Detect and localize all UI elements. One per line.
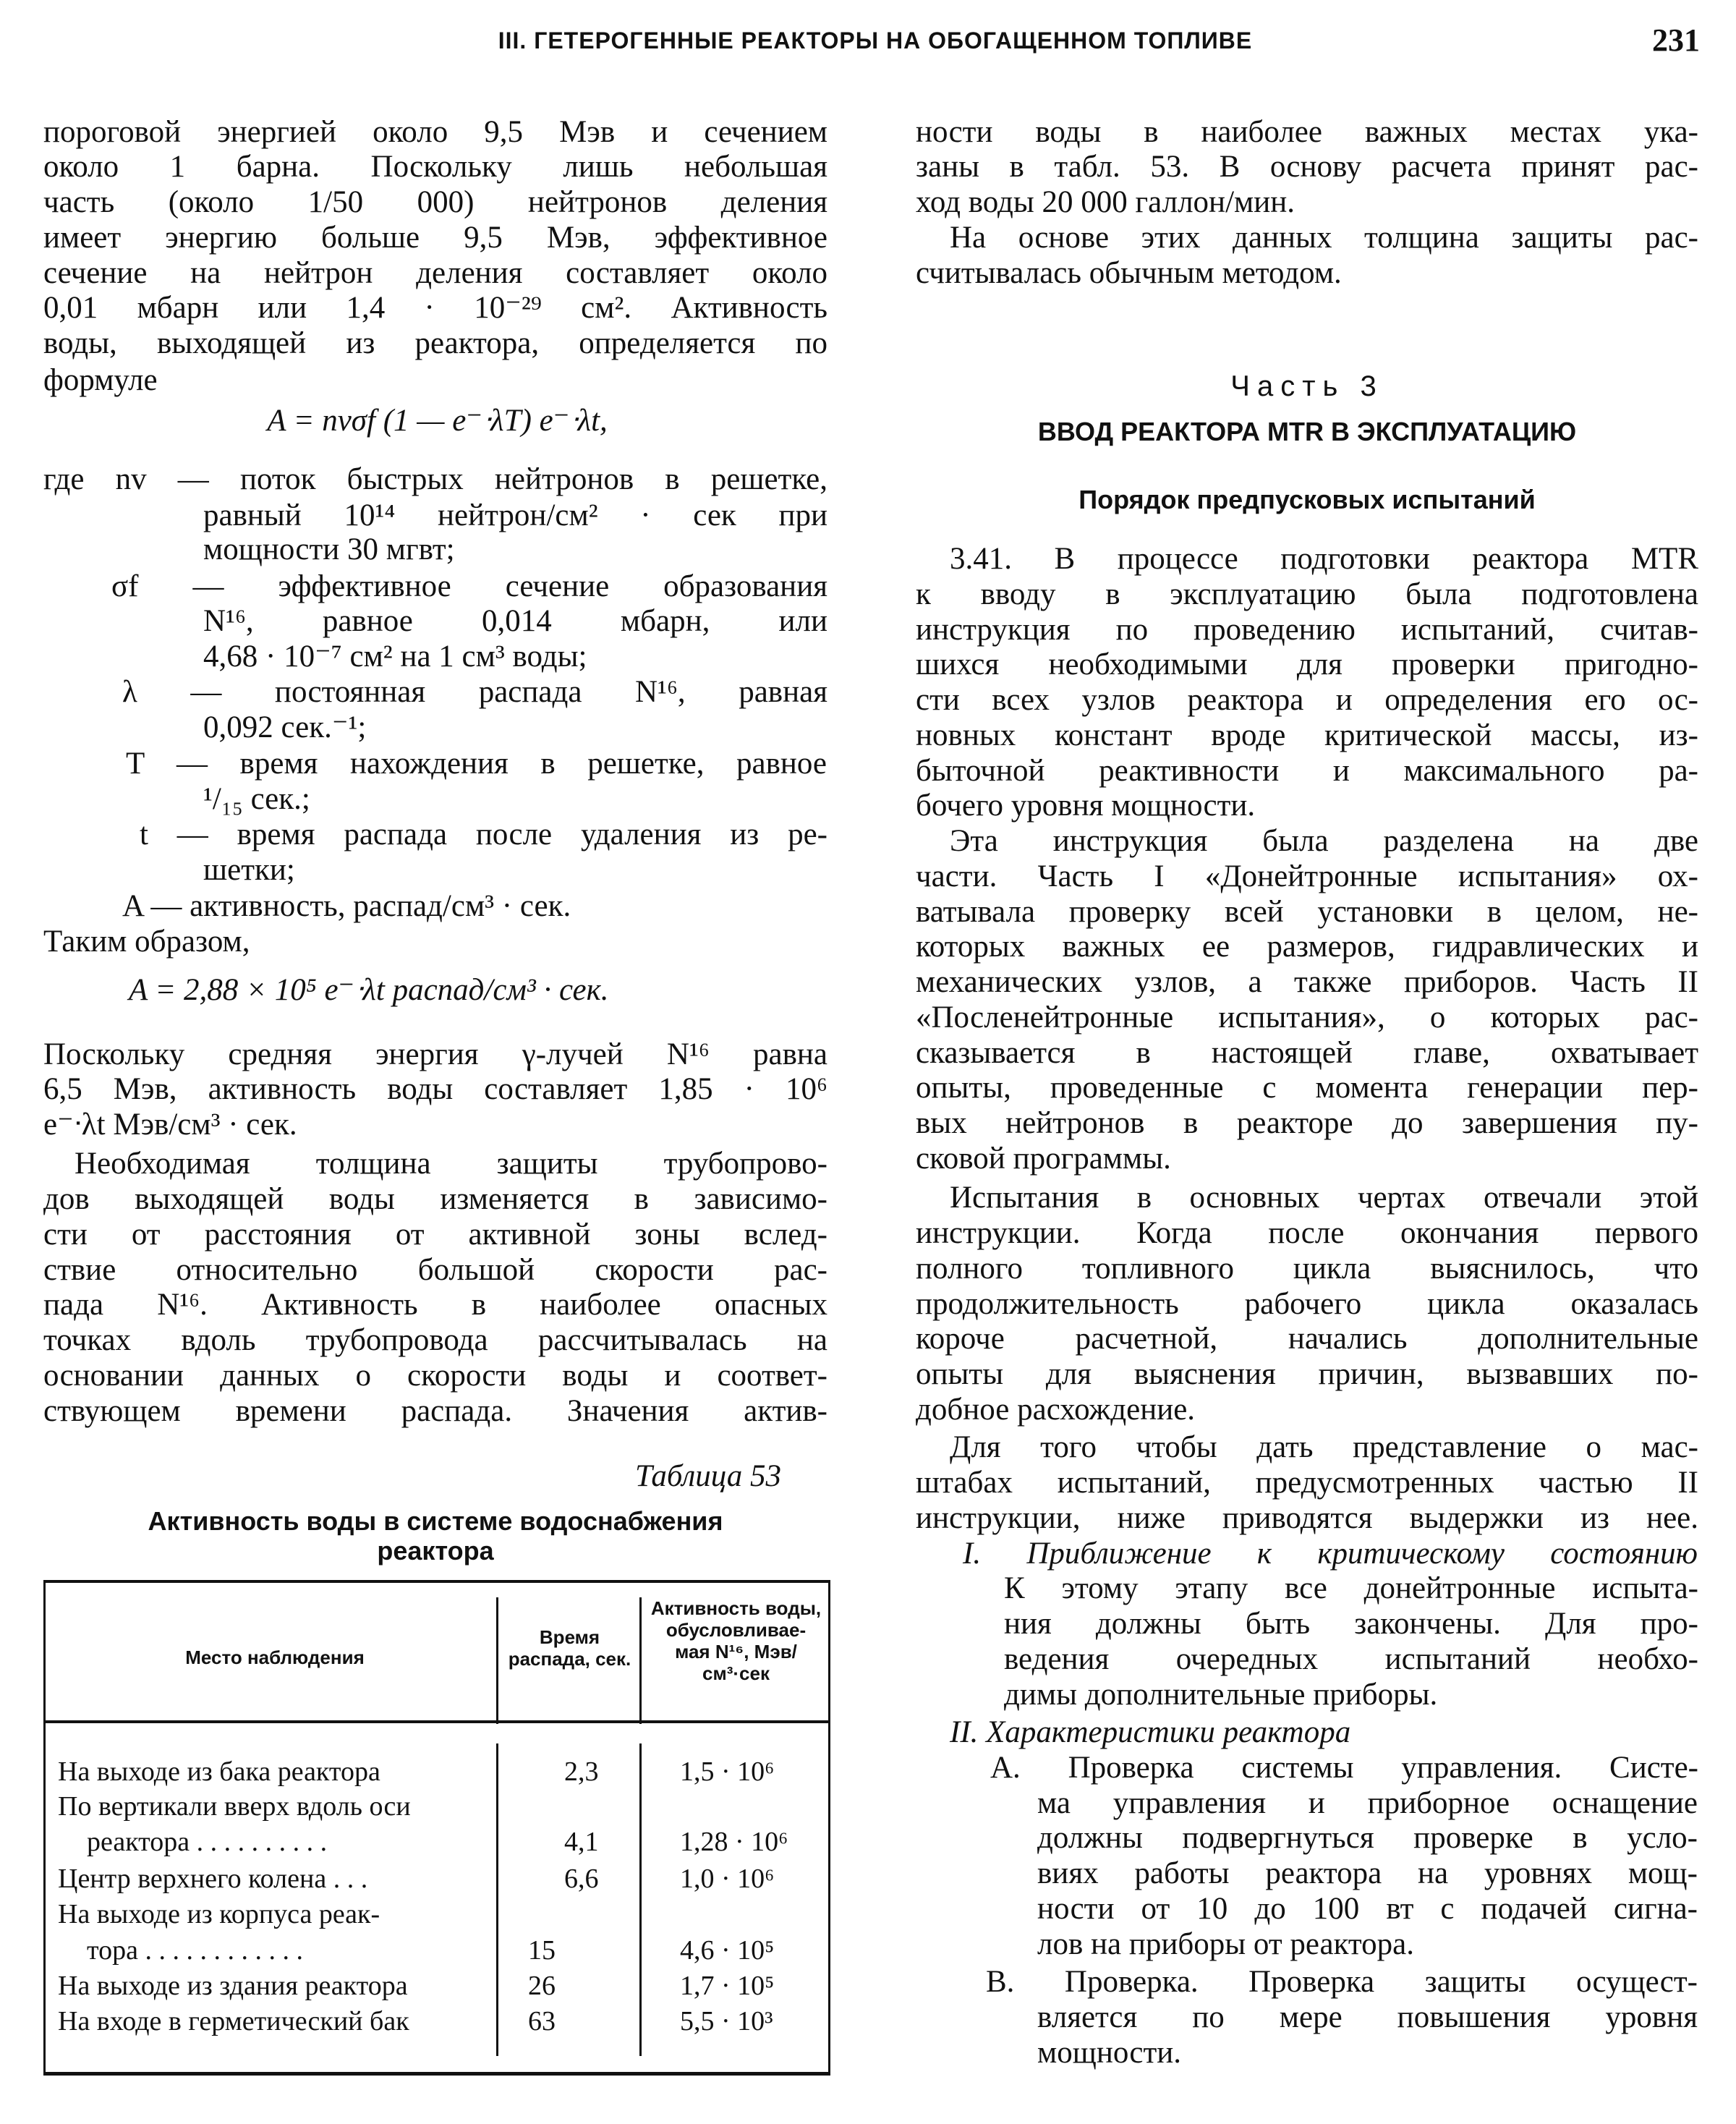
table-cell-place: На входе в герметический бак — [58, 2006, 409, 2036]
left-text-line: дов выходящей воды изменяется в зависимо- — [43, 1182, 827, 1216]
left-text-line: Активность воды в системе водоснабжения — [148, 1506, 723, 1536]
right-text-line: бочего уровня мощности. — [916, 789, 1256, 823]
right-text-line: инструкции. Когда после окончания первого — [916, 1216, 1698, 1250]
table-cell-activity: 1,0 · 10⁶ — [680, 1864, 775, 1894]
right-text-line: продолжительность рабочего цикла оказалась — [916, 1287, 1698, 1321]
right-text-line: вых нейтронов в реакторе до завершения пу- — [916, 1106, 1698, 1140]
left-text-line: A = nvσf (1 — e⁻ᐧλT) e⁻ᐧλt, — [267, 404, 608, 438]
table-cell-time: 2,3 — [564, 1756, 599, 1787]
right-text-line: виях работы реактора на уровнях мощ- — [1037, 1856, 1698, 1890]
right-text-line: «Посленейтронные испытания», о которых рас- — [916, 1001, 1698, 1035]
right-text-line: II. Характеристики реактора — [950, 1715, 1351, 1749]
table-border-left — [43, 1583, 46, 2072]
left-text-line: 0,01 мбарн или 1,4 · 10⁻²⁹ см². Активность — [43, 291, 827, 325]
right-text-line: должны подвергнуться проверке в усло- — [1037, 1821, 1698, 1855]
right-text-line: ватывала проверку всей установки в целом, не- — [916, 895, 1698, 929]
column-divider — [496, 1597, 498, 1724]
header-time: Время распада, сек. — [508, 1626, 631, 1670]
table-cell-place: По вертикали вверх вдоль оси — [58, 1791, 411, 1822]
right-text-line: Порядок предпусковых испытаний — [1078, 485, 1536, 514]
table-border-right — [828, 1583, 830, 2072]
left-text-line: ¹/₁₅ сек.; — [203, 782, 310, 816]
left-text-line: формуле — [43, 363, 158, 397]
right-text-line: добное расхождение. — [916, 1393, 1196, 1427]
column-divider — [639, 1743, 642, 2056]
right-text-line: опыты, проведенные с момента генерации пер- — [916, 1071, 1698, 1105]
right-text-line: I. Приближение к критическому состоянию — [963, 1537, 1698, 1571]
left-text-line: сечение на нейтрон деления составляет около — [43, 256, 827, 290]
left-text-line: воды, выходящей из реактора, определяется по — [43, 326, 827, 360]
left-text-line: 0,092 сек.⁻¹; — [203, 710, 367, 744]
left-text-line: N¹⁶, равное 0,014 мбарн, или — [203, 604, 827, 638]
table-cell-place: тора . . . . . . . . . . . . — [87, 1935, 303, 1966]
right-text-line: вляется по мере повышения уровня — [1037, 2000, 1698, 2034]
left-text-line: Таким образом, — [43, 925, 250, 959]
right-text-line: мощности. — [1037, 2036, 1182, 2070]
left-text-line: T — время нахождения в решетке, равное — [126, 747, 827, 781]
right-text-line: Часть 3 — [1230, 370, 1384, 402]
right-text-line: ности воды в наиболее важных местах ука- — [916, 115, 1698, 149]
right-text-line: инструкция по проведению испытаний, считав- — [916, 613, 1698, 647]
left-text-line: основании данных о скорости воды и соответ- — [43, 1359, 827, 1393]
left-text-line: точках вдоль трубопровода рассчитывалась на — [43, 1323, 827, 1357]
right-text-line: 3.41. В процессе подготовки реактора MTR — [950, 542, 1698, 576]
right-text-line: шихся необходимыми для проверки пригодно- — [916, 647, 1698, 681]
table-cell-activity: 4,6 · 10⁵ — [680, 1935, 775, 1966]
running-title: III. ГЕТЕРОГЕННЫЕ РЕАКТОРЫ НА ОБОГАЩЕННОМ ТОПЛИВЕ — [498, 27, 1253, 54]
right-text-line: ма управления и приборное оснащение — [1037, 1786, 1698, 1820]
table-cell-time: 15 — [528, 1935, 556, 1966]
left-text-line: 4,68 · 10⁻⁷ см² на 1 см³ воды; — [203, 640, 587, 674]
left-text-line: A = 2,88 × 10⁵ e⁻ᐧλt распад/см³ · сек. — [129, 973, 609, 1007]
header-activity: Активность воды, обусловливае- мая N¹⁶, Мэв/см³·сек — [650, 1597, 822, 1684]
left-text-line: сти от расстояния от активной зоны вслед- — [43, 1218, 827, 1252]
table-cell-place: На выходе из корпуса реак- — [58, 1899, 380, 1929]
right-text-line: сти всех узлов реактора и определения его ос- — [916, 683, 1698, 717]
table-cell-time: 63 — [528, 2006, 556, 2036]
right-text-line: инструкции, ниже приводятся выдержки из нее. — [916, 1501, 1698, 1535]
right-text-line: новных констант вроде критической массы, из- — [916, 718, 1698, 752]
right-text-line: ход воды 20 000 галлон/мин. — [916, 185, 1295, 219]
table-cell-time: 26 — [528, 1971, 556, 2001]
right-text-line: которых важных ее размеров, гидравлических и — [916, 930, 1698, 964]
right-text-line: части. Часть I «Донейтронные испытания» ох- — [916, 859, 1698, 893]
right-text-line: ности от 10 до 100 вт с подачей сигна- — [1037, 1892, 1698, 1926]
left-text-line: σf — эффективное сечение образования — [111, 569, 827, 603]
table-cell-place: На выходе из здания реактора — [58, 1971, 408, 2001]
column-divider — [639, 1597, 642, 1724]
left-text-line: 6,5 Мэв, активность воды составляет 1,85 · 10⁶ — [43, 1072, 827, 1106]
right-text-line: механических узлов, а также приборов. Часть II — [916, 965, 1698, 999]
left-text-line: где nv — поток быстрых нейтронов в решетке, — [43, 462, 827, 496]
right-text-line: считывалась обычным методом. — [916, 256, 1342, 290]
right-text-line: димы дополнительные приборы. — [1004, 1678, 1438, 1712]
right-text-line: штабах испытаний, предусмотренных частью II — [916, 1466, 1698, 1500]
table-cell-activity: 1,28 · 10⁶ — [680, 1827, 788, 1857]
left-text-line: Поскольку средняя энергия γ-лучей N¹⁶ равна — [43, 1037, 827, 1071]
right-text-line: опыты для выяснения причин, вызвавших по- — [916, 1357, 1698, 1391]
table-53 — [43, 1580, 830, 2076]
table-cell-activity: 5,5 · 10³ — [680, 2006, 773, 2036]
right-text-line: К этому этапу все донейтронные испыта- — [1004, 1571, 1698, 1605]
table-cell-place: Центр верхнего колена . . . — [58, 1864, 368, 1894]
right-text-line: быточной реактивности и максимального ра- — [916, 754, 1698, 788]
right-text-line: А. Проверка системы управления. Систе- — [990, 1751, 1698, 1785]
left-text-line: около 1 барна. Поскольку лишь небольшая — [43, 150, 827, 184]
left-text-line: имеет энергию больше 9,5 Мэв, эффективное — [43, 221, 827, 255]
left-text-line: шетки; — [203, 853, 295, 887]
right-text-line: к вводу в эксплуатацию была подготовлена — [916, 577, 1698, 611]
header-place: Место наблюдения — [185, 1647, 365, 1668]
right-text-line: сказывается в настоящей главе, охватывает — [916, 1036, 1698, 1070]
table-cell-activity: 1,5 · 10⁶ — [680, 1756, 775, 1787]
left-text-line: Необходимая толщина защиты трубопрово- — [75, 1147, 827, 1181]
page-number: 231 — [1652, 22, 1700, 58]
right-text-line: В. Проверка. Проверка защиты осущест- — [986, 1965, 1698, 1999]
left-text-line: пада N¹⁶. Активность в наиболее опасных — [43, 1288, 827, 1322]
column-divider — [496, 1743, 498, 2056]
left-text-line: Таблица 53 — [635, 1459, 781, 1493]
table-cell-activity: 1,7 · 10⁵ — [680, 1971, 775, 2001]
left-text-line: реактора — [377, 1536, 494, 1566]
left-text-line: мощности 30 мгвт; — [203, 532, 455, 566]
right-text-line: ведения очередных испытаний необхо- — [1004, 1642, 1698, 1676]
left-text-line: λ — постоянная распада N¹⁶, равная — [122, 675, 827, 709]
right-text-line: лов на приборы от реактора. — [1037, 1927, 1414, 1961]
right-text-line: Испытания в основных чертах отвечали этой — [950, 1181, 1698, 1215]
left-text-line: t — время распада после удаления из ре- — [140, 817, 827, 851]
table-cell-time: 6,6 — [564, 1864, 599, 1894]
left-text-line: часть (около 1/50 000) нейтронов деления — [43, 185, 827, 219]
left-text-line: ствие относительно большой скорости рас- — [43, 1253, 827, 1287]
header-rule — [43, 1720, 830, 1723]
right-text-line: ВВОД РЕАКТОРА MTR В ЭКСПЛУАТАЦИЮ — [1037, 417, 1577, 446]
left-text-line: A — активность, распад/см³ · сек. — [122, 889, 571, 923]
table-cell-place: На выходе из бака реактора — [58, 1756, 380, 1787]
right-text-line: На основе этих данных толщина защиты рас- — [950, 221, 1698, 255]
left-text-line: пороговой энергией около 9,5 Мэв и сечением — [43, 115, 827, 149]
right-text-line: Эта инструкция была разделена на две — [950, 824, 1698, 858]
right-text-line: полного топливного цикла выяснилось, что — [916, 1252, 1698, 1286]
table-cell-time: 4,1 — [564, 1827, 599, 1857]
right-text-line: Для того чтобы дать представление о мас- — [950, 1430, 1698, 1464]
right-text-line: ния должны быть закончены. Для про- — [1004, 1607, 1698, 1641]
right-text-line: заны в табл. 53. В основу расчета принят рас- — [916, 150, 1698, 184]
table-cell-place: реактора . . . . . . . . . . — [87, 1827, 328, 1857]
left-text-line: e⁻ᐧλt Мэв/см³ · сек. — [43, 1108, 297, 1142]
right-text-line: сковой программы. — [916, 1142, 1171, 1176]
right-text-line: короче расчетной, начались дополнительные — [916, 1322, 1698, 1356]
left-text-line: равный 10¹⁴ нейтрон/см² · сек при — [203, 498, 827, 532]
left-text-line: ствующем времени распада. Значения актив- — [43, 1394, 827, 1428]
